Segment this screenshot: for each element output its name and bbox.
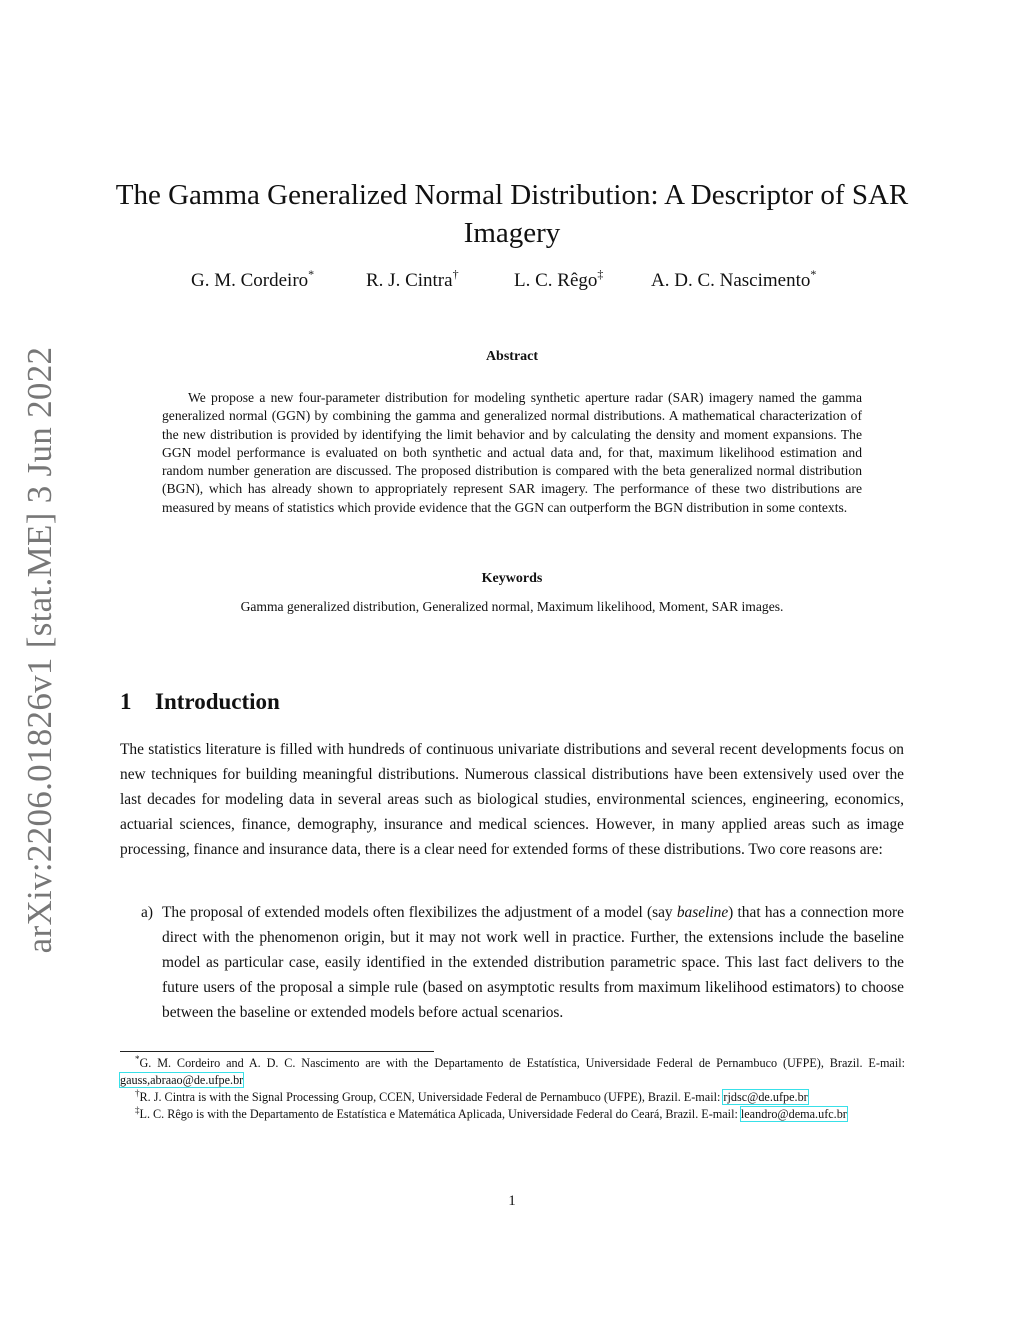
abstract-heading: Abstract — [485, 349, 539, 364]
author-list — [0, 267, 1024, 294]
footnote-divider — [120, 1051, 434, 1052]
section-title: Introduction — [155, 689, 280, 714]
keywords-text: Gamma generalized distribution, Generalized normal, Maximum likelihood, Moment, SAR images. — [240, 599, 784, 614]
paper-title: The Gamma Generalized Normal Distribution: A Descriptor of SAR Imagery — [115, 179, 909, 249]
author-cordeiro: G. M. Cordeiro* — [191, 267, 315, 291]
list-item — [120, 900, 904, 1025]
footnotes — [120, 1055, 905, 1123]
arxiv-identifier: arXiv:2206.01826v1 [stat.ME] 3 Jun 2022 — [20, 346, 59, 954]
footnote: †R. J. Cintra is with the Signal Processing Group, CCEN, Universidade Federal de Pernambuco (UFPE), Brazil. E-mail: rjdsc@de.ufpe.br — [135, 1088, 808, 1104]
list-item-text: The proposal of extended models often flexibilizes the adjustment of a model (say baseline) that has a connection more direct with the phenomenon origin, but it may not work well in practice. Further, the extensions include the baseline model as particular case, easily identified in the extended distribution parametric space. This last fact delivers to the future users of the proposal a simple rule (based on asymptotic results from maximum likelihood estimators) to choose between the baseline or extended models before actual scenarios. — [162, 904, 904, 1021]
page-number: 1 — [508, 1193, 516, 1209]
section-number: 1 — [120, 689, 132, 714]
author-rego: L. C. Rêgo‡ — [514, 267, 604, 291]
email-link[interactable]: leandro@dema.ufc.br — [740, 1107, 847, 1121]
email-link[interactable]: gauss,abraao@de.ufpe.br — [120, 1073, 244, 1087]
footnote: ‡L. C. Rêgo is with the Departamento de Estatística e Matemática Aplicada, Universidade Federal do Ceará, Brazil. E-mail: leandro@dema.ufc.br — [135, 1105, 847, 1121]
list-item-marker: a) — [141, 904, 153, 921]
keywords-heading: Keywords — [481, 571, 543, 586]
footnote: *G. M. Cordeiro and A. D. C. Nascimento are with the Departamento de Estatística, Universidade Federal de Pernambuco (UFPE), Brazil. E-mail: gauss,abraao@de.ufpe.br — [120, 1054, 905, 1087]
author-nascimento: A. D. C. Nascimento* — [651, 267, 817, 291]
abstract-text: We propose a new four-parameter distribution for modeling synthetic aperture radar (SAR) imagery named the gamma generalized normal (GGN) by combining the gamma and generalized normal distributions. A mathematical characterization of the new distribution is provided by identifying the limit behavior and by calculating the density and moment expansions. The GGN model performance is evaluated on both synthetic and actual data and, for that, maximum likelihood estimation and random number generation are discussed. The proposed distribution is compared with the beta generalized normal distribution (BGN), which has already shown to appropriately represent SAR imagery. The performance of these two distributions are measured by means of statistics which provide evidence that the GGN can outperform the BGN distribution in some contexts. — [162, 390, 862, 515]
intro-paragraph: The statistics literature is filled with hundreds of continuous univariate distributions and several recent developments focus on new techniques for building meaningful distributions. Numerous classical distributions have been extensively used over the last decades for modeling data in several areas such as biological studies, environmental sciences, engineering, economics, actuarial sciences, finance, demography, insurance and medical sciences. However, in many applied areas such as image processing, finance and insurance data, there is a clear need for extended forms of these distributions. Two core reasons are: — [120, 741, 904, 858]
author-cintra: R. J. Cintra† — [366, 267, 459, 291]
email-link[interactable]: rjdsc@de.ufpe.br — [723, 1090, 808, 1104]
section-heading-introduction — [120, 689, 280, 715]
